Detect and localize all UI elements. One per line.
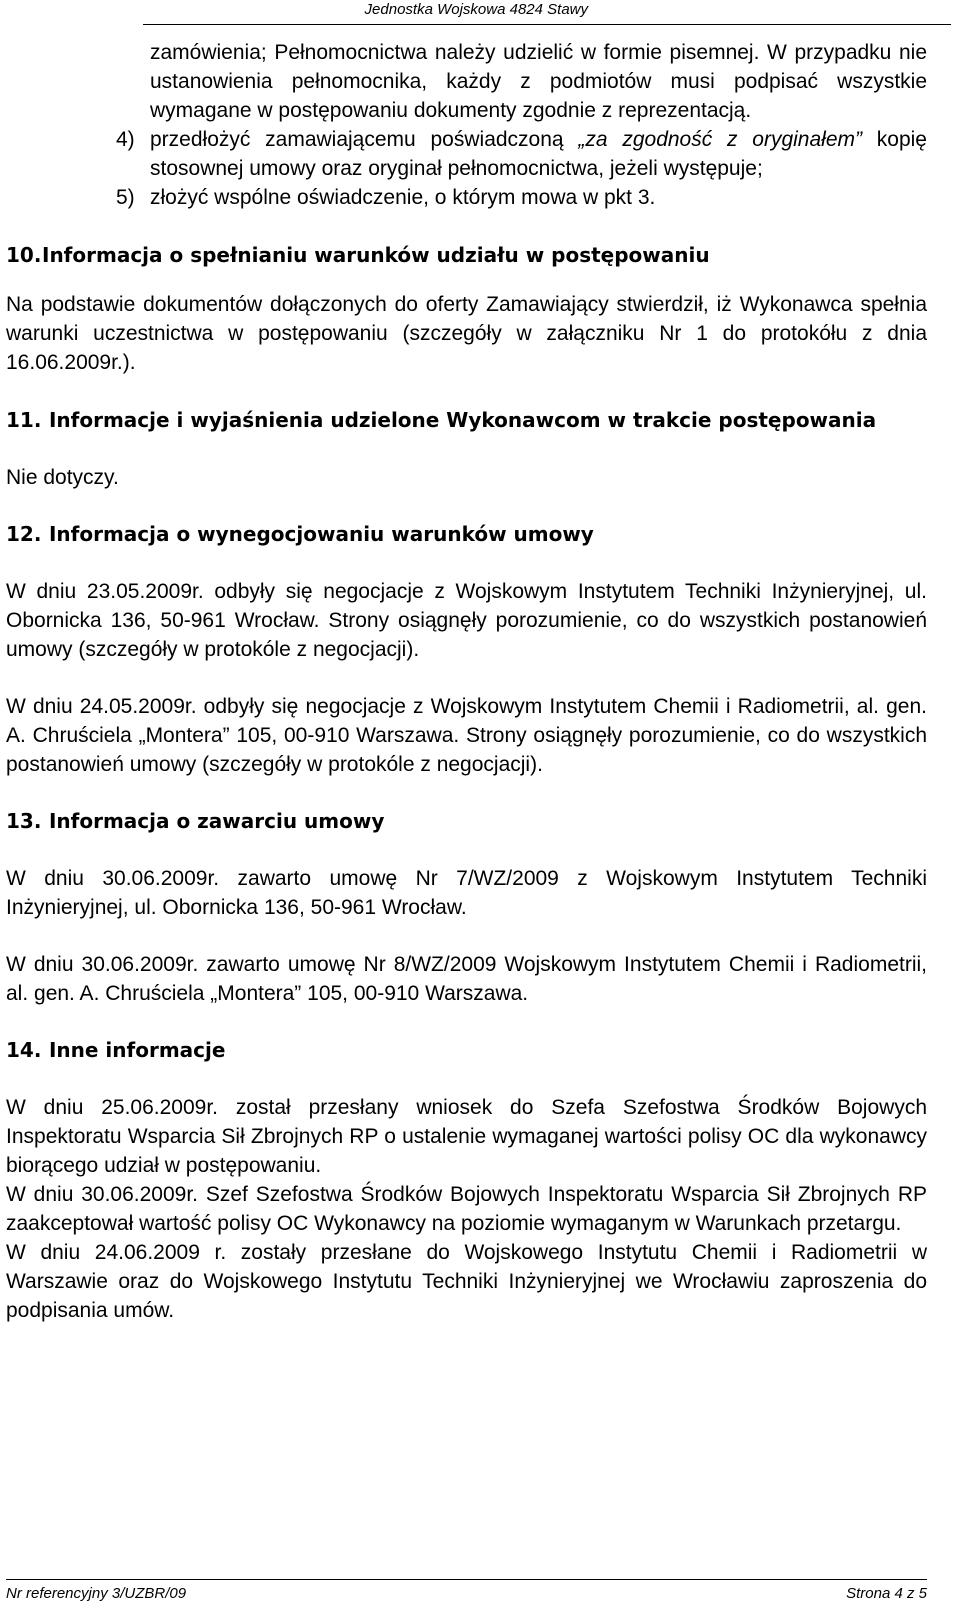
section-number: 12. — [6, 522, 42, 546]
section-paragraph: W dniu 30.06.2009r. zawarto umowę Nr 8/WZ/2009 Wojskowym Instytutem Chemii i Radiometrii, al. gen. A. Chruściela „Montera” 105, 00-910 Warszawa. — [6, 953, 927, 1005]
section-paragraph: W dniu 30.06.2009r. zawarto umowę Nr 7/WZ/2009 z Wojskowym Instytutem Techniki Inżynieryjnej, ul. Obornicka 136, 50-961 Wrocław. — [6, 867, 927, 919]
header-title: Jednostka Wojskowa 4824 Stawy — [364, 1, 588, 18]
intro-continuation: zamówienia; Pełnomocnictwa należy udzielić w formie pisemnej. W przypadku nie ustanowienia pełnomocnika, każdy z podmiotów musi podpisać wszystkie wymagane w postępowaniu dokumenty zgodnie z reprezentacją. — [150, 41, 927, 122]
section-title: Informacje i wyjaśnienia udzielone Wykonawcom w trakcie postępowania — [48, 408, 877, 432]
section-number: 14. — [6, 1038, 42, 1062]
section-heading — [6, 406, 927, 435]
footer-rule — [6, 1579, 927, 1580]
section-heading — [6, 520, 927, 549]
section-number: 11. — [6, 408, 42, 432]
section-heading — [6, 807, 927, 836]
section-paragraph: W dniu 25.06.2009r. został przesłany wniosek do Szefa Szefostwa Środków Bojowych Inspektoratu Wsparcia Sił Zbrojnych RP o ustalenie wymaganej wartości polisy OC dla wykonawcy biorącego udział w postępowaniu. — [6, 1096, 927, 1177]
list-item — [6, 125, 927, 183]
list-item — [6, 183, 927, 212]
section-title: Informacja o wynegocjowaniu warunków umowy — [48, 522, 594, 546]
section-paragraph: W dniu 24.05.2009r. odbyły się negocjacje z Wojskowym Instytutem Chemii i Radiometrii, al. gen. A. Chruściela „Montera” 105, 00-910 Warszawa. Strony osiągnęły porozumienie, co do wszystkich postanowień umowy (szczegóły w protokóle z negocjacji). — [6, 695, 927, 776]
page-header — [0, 0, 960, 30]
document-body — [6, 38, 927, 1325]
page-footer — [0, 1579, 960, 1617]
section-heading — [6, 1036, 927, 1065]
footer-reference: Nr referencyjny 3/UZBR/09 — [6, 1585, 187, 1602]
section-title: Inne informacje — [48, 1038, 226, 1062]
list-item-text: przedłożyć zamawiającemu poświadczoną — [150, 128, 579, 151]
footer-page-number: Strona 4 z 5 — [846, 1585, 927, 1602]
section-paragraph: Nie dotyczy. — [6, 466, 119, 489]
section-paragraph: W dniu 23.05.2009r. odbyły się negocjacje z Wojskowym Instytutem Techniki Inżynieryjnej, ul. Obornicka 136, 50-961 Wrocław. Strony osiągnęły porozumienie, co do wszystkich postanowień umowy (szczegóły w protokóle z negocjacji). — [6, 580, 927, 661]
section-heading — [6, 241, 927, 270]
intro-list — [6, 125, 927, 212]
section-paragraph: W dniu 24.06.2009 r. zostały przesłane do Wojskowego Instytutu Chemii i Radiometrii w Warszawie oraz do Wojskowego Instytutu Techniki Inżynieryjnej we Wrocławiu zaproszenia do podpisania umów. — [6, 1241, 927, 1322]
section-title: Informacja o spełnianiu warunków udziału w postępowaniu — [42, 243, 710, 267]
header-rule — [143, 24, 951, 25]
section-number: 10. — [6, 243, 42, 267]
list-item-text: złożyć wspólne oświadczenie, o którym mowa w pkt 3. — [150, 186, 656, 209]
section-paragraph: W dniu 30.06.2009r. Szef Szefostwa Środków Bojowych Inspektoratu Wsparcia Sił Zbrojnych RP zaakceptował wartość polisy OC Wykonawcy na poziomie wymaganym w Warunkach przetargu. — [6, 1183, 927, 1235]
list-item-text-tail: kopię stosownej umowy oraz oryginał pełnomocnictwa, jeżeli występuje; — [150, 128, 927, 180]
list-item-number: 5) — [116, 186, 135, 209]
section-paragraph: Na podstawie dokumentów dołączonych do oferty Zamawiający stwierdził, iż Wykonawca spełnia warunki uczestnictwa w postępowaniu (szczegóły w załączniku Nr 1 do protokółu z dnia 16.06.2009r.). — [6, 293, 927, 374]
list-item-italic: „za zgodność z oryginałem” — [578, 128, 862, 151]
section-title: Informacja o zawarciu umowy — [48, 809, 385, 833]
section-number: 13. — [6, 809, 42, 833]
list-item-number: 4) — [116, 128, 135, 151]
